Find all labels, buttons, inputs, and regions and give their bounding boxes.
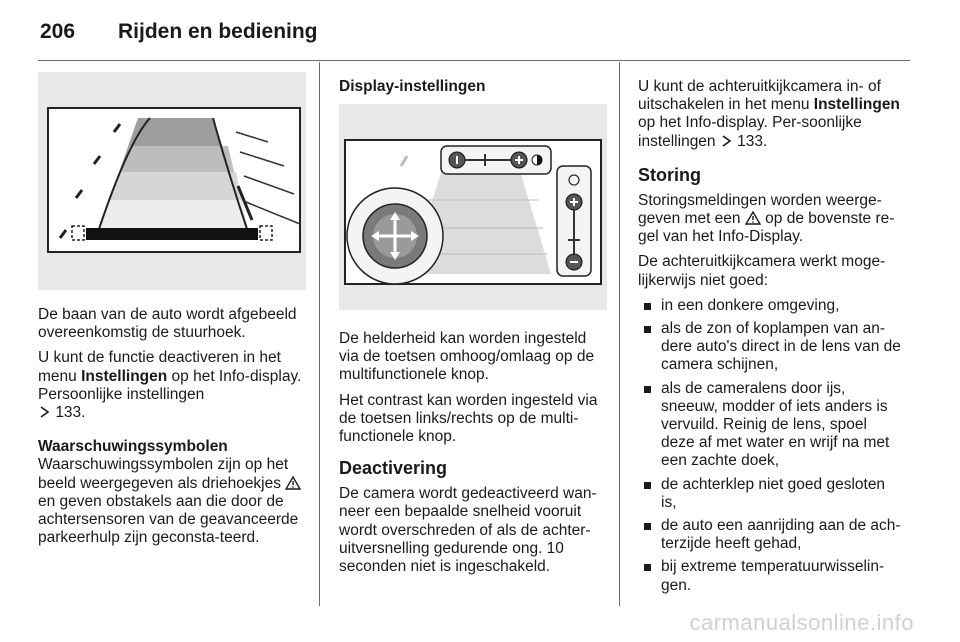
page-title: Rijden en bediening — [118, 20, 318, 43]
settings-menu-term: Instellingen — [81, 367, 168, 385]
column-3 — [638, 78, 904, 600]
bullet-square-icon — [644, 386, 651, 393]
col1-paragraph-1: De baan van de auto wordt afgebeeld overeenkomstig de stuurhoek. — [38, 306, 297, 342]
col1-p2-text-b: op het Info-display. Persoonlijke instellingen — [38, 367, 302, 403]
list-item — [638, 476, 904, 512]
malfunction-list — [638, 297, 904, 595]
bullet-square-icon — [644, 303, 651, 310]
list-item-text: in een donkere omgeving, — [661, 296, 840, 314]
col3-paragraph-3: De achteruitkijkcamera werkt moge-lijkerwijs niet goed: — [638, 253, 886, 289]
col3-paragraph-2 — [638, 192, 904, 247]
list-item-text: bij extreme temperatuurwisselin-gen. — [661, 558, 885, 594]
col3-settings-term: Instellingen — [813, 96, 900, 114]
camera-view-illustration — [38, 72, 306, 290]
list-item-text: de achterklep niet goed gesloten is, — [661, 475, 886, 511]
deactivation-heading: Deactivering — [339, 458, 448, 479]
list-item — [638, 517, 904, 553]
list-item — [638, 320, 904, 375]
bullet-square-icon — [644, 564, 651, 571]
bullet-square-icon — [644, 523, 651, 530]
display-settings-figure — [339, 104, 607, 310]
list-item-text: als de cameralens door ijs, sneeuw, modder of iets anders is vervuild. Reinig de lens, spoel deze af met water en wrijf na met een zachte doek, — [661, 379, 890, 470]
col1-paragraph-2 — [38, 349, 308, 422]
watermark: carmanualsonline.info — [689, 610, 914, 635]
warning-triangle-icon — [745, 211, 761, 225]
col1-p3-text-a: Waarschuwingssymbolen zijn op het beeld weergegeven als driehoekjes — [38, 456, 289, 492]
display-settings-illustration — [339, 104, 607, 310]
col2-paragraph-3: De camera wordt gedeactiveerd wan-neer een bepaalde snelheid vooruit wordt overschreden of als de achter-uitversnelling gedurende ong. 10 seconden niet is ingeschakeld. — [339, 485, 597, 576]
bullet-square-icon — [644, 482, 651, 489]
page-number: 206 — [40, 20, 76, 43]
col2-paragraph-1: De helderheid kan worden ingesteld via de toetsen omhoog/omlaag op de multifunctionele knop. — [339, 330, 595, 384]
col1-heading: Waarschuwingssymbolen — [38, 438, 228, 456]
column-2 — [339, 330, 609, 583]
column-1 — [38, 306, 308, 554]
col3-p1-text-b: op het Info-display. Per-soonlijke instellingen — [638, 114, 862, 150]
column-divider-2 — [619, 62, 620, 606]
col3-p1-text-a: U kunt de achteruitkijkcamera in- of uitschakelen in het menu — [638, 78, 881, 114]
display-settings-heading: Display-instellingen — [339, 78, 486, 95]
col3-p2-text-a: Storingsmeldingen worden weerge-geven met een — [638, 191, 882, 228]
col3-p2-text-b: op de bovenste re-gel van het Info-Display. — [638, 210, 895, 246]
list-item-text: de auto een aanrijding aan de ach-terzijde heeft gehad, — [661, 517, 901, 553]
col1-paragraph-3 — [38, 456, 308, 547]
column-divider-1 — [319, 62, 320, 606]
page-reference-arrow-icon — [720, 134, 733, 148]
list-item — [638, 558, 904, 594]
camera-view-figure — [38, 72, 306, 290]
col1-p3-text-b: en geven obstakels aan die door de achtersensoren van de geavanceerde parkeerhulp zijn geconsta-teerd. — [38, 492, 299, 547]
warning-triangle-icon — [285, 476, 301, 490]
col2-paragraph-2: Het contrast kan worden ingesteld via de toetsen links/rechts op de multi-functionele knop. — [339, 391, 598, 446]
header-rule — [38, 60, 910, 61]
page-reference-arrow-icon — [38, 405, 51, 419]
bullet-square-icon — [644, 326, 651, 333]
list-item-text: als de zon of koplampen van an-dere auto's direct in de lens van de camera schijnen, — [661, 320, 901, 374]
column-2-heading-wrap — [339, 78, 607, 103]
col3-paragraph-1 — [638, 78, 904, 151]
col1-p2-text-a: U kunt de functie deactiveren in het menu — [38, 349, 281, 385]
list-item — [638, 297, 904, 315]
malfunction-heading: Storing — [638, 164, 701, 185]
col3-page-reference: 133. — [737, 132, 768, 150]
col1-page-reference: 133. — [55, 404, 86, 422]
list-item — [638, 380, 904, 471]
